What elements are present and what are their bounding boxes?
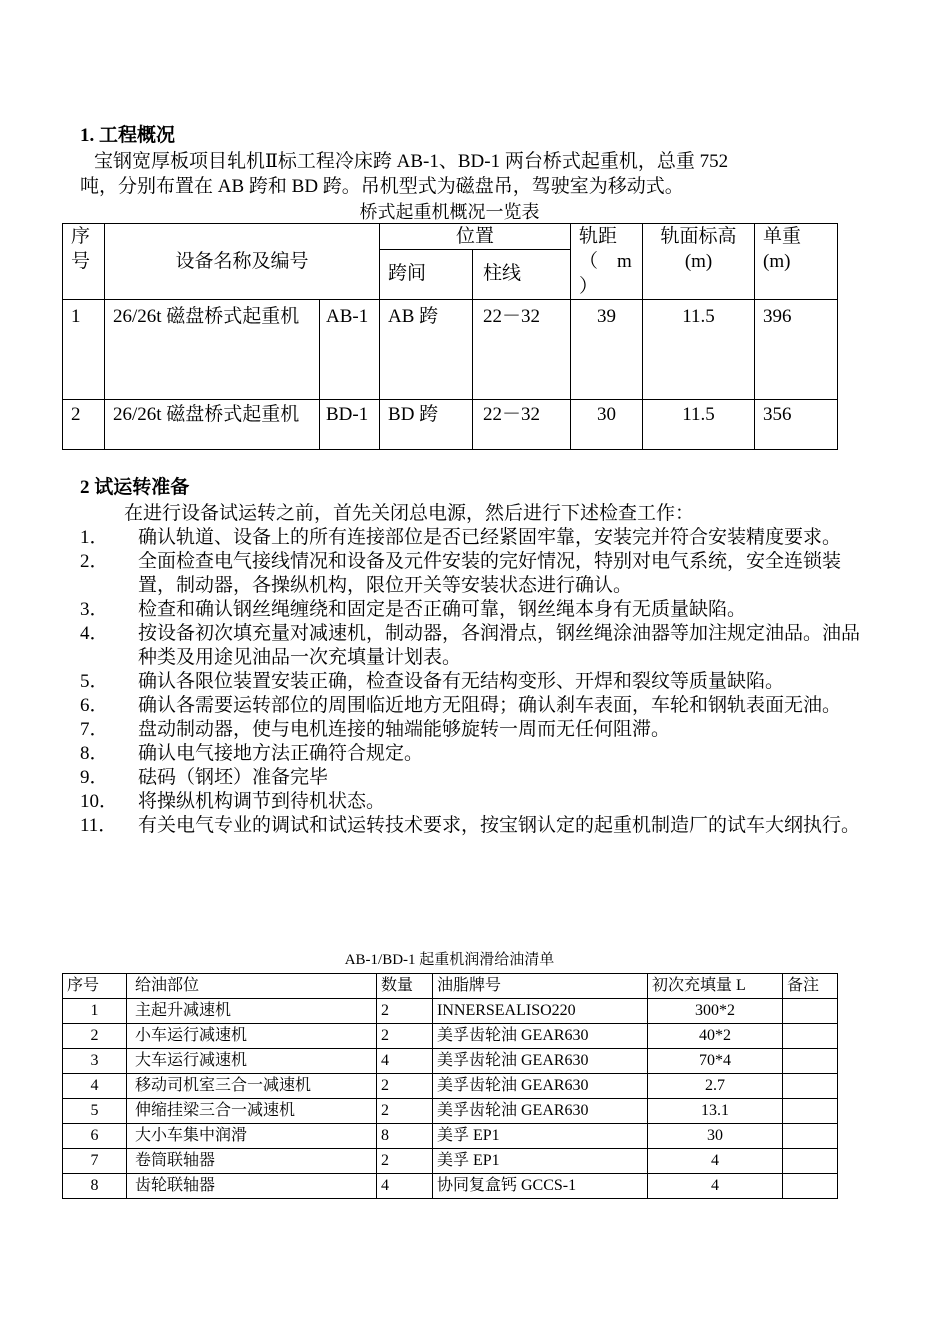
header-gauge (571, 224, 643, 300)
row1-column: 22－32 (473, 300, 571, 400)
step-text: 确认轨道、设备上的所有连接部位是否已经紧固牢靠，安装完并符合安装精度要求。 (138, 527, 842, 548)
header-rail-height (643, 224, 755, 300)
step-text: 确认电气接地方法正确符合规定。 (138, 743, 424, 764)
location-cell: 小车运行减速机 (127, 1024, 377, 1049)
row2-weight: 356 (755, 400, 838, 450)
rail-height-line1: 轨面标高 (660, 226, 737, 247)
remarks-cell (783, 1174, 838, 1199)
seq-cell: 2 (63, 1024, 127, 1049)
list-item (80, 598, 870, 622)
row1-gauge: 39 (571, 300, 643, 400)
header-seq: 序号 (63, 224, 105, 300)
header-initial-fill: 初次充填量 L (648, 974, 783, 999)
fill-cell: 30 (648, 1124, 783, 1149)
weight-line1: 单重 (763, 226, 802, 247)
remarks-cell (783, 999, 838, 1024)
list-item (80, 718, 870, 742)
header-oil-location: 给油部位 (127, 974, 377, 999)
check-steps-list (80, 526, 870, 838)
location-cell: 移动司机室三合一减速机 (127, 1074, 377, 1099)
header-weight (755, 224, 838, 300)
step-number: 11． (80, 815, 118, 836)
remarks-cell (783, 1024, 838, 1049)
seq-cell: 7 (63, 1149, 127, 1174)
oil-table-caption: AB-1/BD-1 起重机润滑给油清单 (344, 952, 555, 968)
row1-seq: 1 (63, 300, 105, 400)
header-position: 位置 (380, 224, 571, 250)
section1-heading: 1. 工程概况 (80, 125, 176, 146)
list-item (80, 550, 870, 598)
grade-cell: INNERSEALISO220 (433, 999, 648, 1024)
step-number: 1． (80, 527, 109, 548)
step-text: 确认各需要运转部位的周围临近地方无阻碍；确认刹车表面，车轮和钢轨表面无油。 (138, 695, 842, 716)
step-number: 9． (80, 767, 109, 788)
table-row (63, 999, 838, 1024)
row1-weight: 396 (755, 300, 838, 400)
header-oil-grade: 油脂牌号 (433, 974, 648, 999)
rail-height-line2: (m) (684, 251, 713, 272)
section2-heading: 2 试运转准备 (80, 477, 190, 498)
seq-cell: 8 (63, 1174, 127, 1199)
fill-cell: 13.1 (648, 1099, 783, 1124)
quantity-cell: 4 (377, 1049, 433, 1074)
list-item (80, 766, 870, 790)
step-number: 4． (80, 623, 109, 644)
table-row (63, 1049, 838, 1074)
row2-gauge: 30 (571, 400, 643, 450)
remarks-cell (783, 1124, 838, 1149)
grade-cell: 美孚齿轮油 GEAR630 (433, 1049, 648, 1074)
remarks-cell (783, 1149, 838, 1174)
fill-cell: 2.7 (648, 1074, 783, 1099)
gauge-line2: （ m (579, 251, 632, 272)
seq-cell: 1 (63, 999, 127, 1024)
table-row (63, 400, 838, 450)
crane-overview-table (62, 223, 838, 450)
lubrication-table (62, 973, 838, 1199)
table-row (63, 1124, 838, 1149)
header-equipment-name: 设备名称及编号 (105, 224, 380, 300)
location-cell: 卷筒联轴器 (127, 1149, 377, 1174)
table-row (63, 1149, 838, 1174)
quantity-cell: 2 (377, 1024, 433, 1049)
table-row (63, 1099, 838, 1124)
list-item (80, 742, 870, 766)
row2-column: 22－32 (473, 400, 571, 450)
row1-span: AB 跨 (380, 300, 473, 400)
step-text: 确认各限位装置安装正确，检查设备有无结构变形、开焊和裂纹等质量缺陷。 (138, 671, 785, 692)
list-item (80, 694, 870, 718)
header-quantity: 数量 (377, 974, 433, 999)
fill-cell: 4 (648, 1174, 783, 1199)
location-cell: 齿轮联轴器 (127, 1174, 377, 1199)
table-row (63, 300, 838, 400)
quantity-cell: 2 (377, 999, 433, 1024)
row2-name: 26/26t 磁盘桥式起重机 (105, 400, 320, 450)
grade-cell: 美孚齿轮油 GEAR630 (433, 1099, 648, 1124)
step-text: 有关电气专业的调试和试运转技术要求，按宝钢认定的起重机制造厂的试车大纲执行。 (138, 815, 861, 836)
location-cell: 大小车集中润滑 (127, 1124, 377, 1149)
row2-code: BD-1 (320, 400, 380, 450)
header-column: 柱线 (473, 250, 571, 300)
location-cell: 伸缩挂梁三合一减速机 (127, 1099, 377, 1124)
row1-code: AB-1 (320, 300, 380, 400)
section1-para-line2: 吨，分别布置在 AB 跨和 BD 跨。吊机型式为磁盘吊，驾驶室为移动式。 (80, 176, 684, 197)
crane-table-caption: 桥式起重机概况一览表 (359, 202, 540, 222)
weight-line2: (m) (763, 251, 791, 272)
header-span: 跨间 (380, 250, 473, 300)
step-number: 5． (80, 671, 109, 692)
step-number: 8． (80, 743, 109, 764)
quantity-cell: 8 (377, 1124, 433, 1149)
list-item (80, 790, 870, 814)
list-item (80, 622, 870, 670)
fill-cell: 70*4 (648, 1049, 783, 1074)
row2-rail-height: 11.5 (643, 400, 755, 450)
step-number: 7． (80, 719, 109, 740)
step-text: 全面检查电气接线情况和设备及元件安装的完好情况，特别对电气系统，安全连锁装置，制动器，各操纵机构，限位开关等安装状态进行确认。 (138, 551, 842, 596)
row1-name: 26/26t 磁盘桥式起重机 (105, 300, 320, 400)
gauge-line1: 轨距 (579, 226, 618, 247)
step-text: 按设备初次填充量对减速机，制动器，各润滑点，钢丝绳涂油器等加注规定油品。油品种类及用途见油品一次充填量计划表。 (138, 623, 861, 668)
remarks-cell (783, 1074, 838, 1099)
step-text: 砝码（钢坯）准备完毕 (138, 767, 329, 788)
grade-cell: 协同复盒钙 GCCS-1 (433, 1174, 648, 1199)
quantity-cell: 2 (377, 1149, 433, 1174)
location-cell: 大车运行减速机 (127, 1049, 377, 1074)
list-item (80, 670, 870, 694)
step-text: 将操纵机构调节到待机状态。 (138, 791, 386, 812)
quantity-cell: 2 (377, 1099, 433, 1124)
quantity-cell: 2 (377, 1074, 433, 1099)
section1-para-line1: 宝钢宽厚板项目轧机Ⅱ标工程冷床跨 AB-1、BD-1 两台桥式起重机，总重 752 (94, 151, 729, 172)
list-item (80, 526, 870, 550)
step-text: 盘动制动器，使与电机连接的轴端能够旋转一周而无任何阻滞。 (138, 719, 671, 740)
table-row (63, 1074, 838, 1099)
row2-seq: 2 (63, 400, 105, 450)
header-remarks: 备注 (783, 974, 838, 999)
gauge-line3: ） (579, 276, 599, 297)
step-text: 检查和确认钢丝绳缠绕和固定是否正确可靠，钢丝绳本身有无质量缺陷。 (138, 599, 747, 620)
location-cell: 主起升减速机 (127, 999, 377, 1024)
table-row (63, 1174, 838, 1199)
section2-intro: 在进行设备试运转之前，首先关闭总电源，然后进行下述检查工作： (124, 503, 695, 524)
grade-cell: 美孚 EP1 (433, 1124, 648, 1149)
crane-table-header-row1 (63, 224, 838, 250)
seq-cell: 5 (63, 1099, 127, 1124)
list-item (80, 814, 870, 838)
lubrication-table-header (63, 974, 838, 999)
seq-cell: 3 (63, 1049, 127, 1074)
fill-cell: 4 (648, 1149, 783, 1174)
row2-span: BD 跨 (380, 400, 473, 450)
step-number: 10． (80, 791, 119, 812)
table-row (63, 1024, 838, 1049)
grade-cell: 美孚 EP1 (433, 1149, 648, 1174)
remarks-cell (783, 1099, 838, 1124)
fill-cell: 300*2 (648, 999, 783, 1024)
step-number: 2． (80, 551, 109, 572)
fill-cell: 40*2 (648, 1024, 783, 1049)
header-seq: 序号 (63, 974, 127, 999)
step-number: 3． (80, 599, 109, 620)
quantity-cell: 4 (377, 1174, 433, 1199)
seq-cell: 6 (63, 1124, 127, 1149)
grade-cell: 美孚齿轮油 GEAR630 (433, 1024, 648, 1049)
grade-cell: 美孚齿轮油 GEAR630 (433, 1074, 648, 1099)
step-number: 6． (80, 695, 109, 716)
row1-rail-height: 11.5 (643, 300, 755, 400)
remarks-cell (783, 1049, 838, 1074)
seq-cell: 4 (63, 1074, 127, 1099)
